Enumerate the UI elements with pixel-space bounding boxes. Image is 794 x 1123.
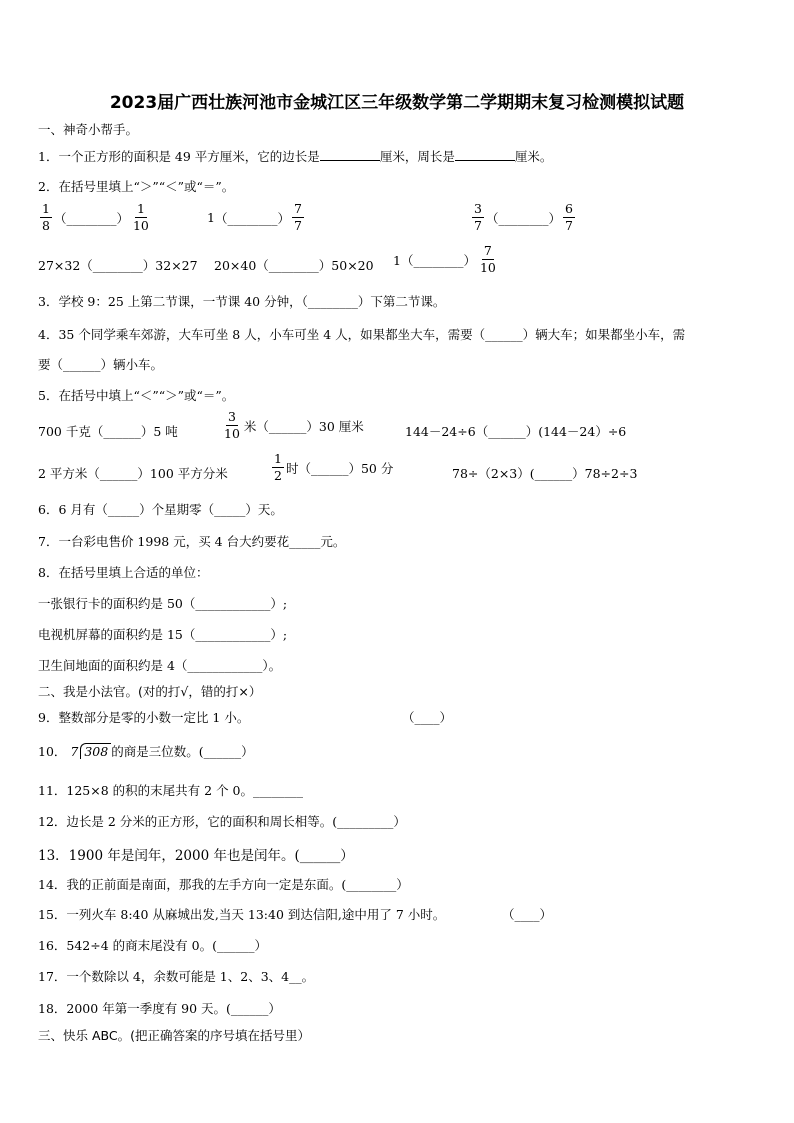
question-8-a: 一张银行卡的面积约是 50（____________）; bbox=[38, 596, 288, 611]
fraction: $\frac{6}{7}$ bbox=[564, 201, 573, 233]
question-5: 5．在括号中填上“＜”“＞”或“＝”。 bbox=[38, 388, 235, 403]
question-9: 9．整数部分是零的小数一定比 1 小。 bbox=[38, 710, 250, 725]
compare-item-3 bbox=[470, 202, 577, 233]
question-11: 11．125×8 的积的末尾共有 2 个 0。________ bbox=[38, 783, 303, 798]
question-7: 7．一台彩电售价 1998 元，买 4 台大约要花_____元。 bbox=[38, 534, 346, 549]
question-2: 2．在括号里填上“＞”“＜”或“＝”。 bbox=[38, 179, 235, 194]
question-4-line-2: 要（______）辆小车。 bbox=[38, 357, 164, 372]
question-8-c: 卫生间地面的面积约是 4（____________）。 bbox=[38, 658, 282, 673]
compare-item-7: 700 千克（______）5 吨 bbox=[38, 424, 178, 439]
question-4-line-1: 4．35 个同学乘车郊游，大车可坐 8 人，小车可坐 4 人，如果都坐大车，需要（______）辆大车；如果都坐小车，需 bbox=[38, 327, 686, 342]
question-8: 8．在括号里填上合适的单位： bbox=[38, 565, 209, 580]
long-division: 7 308 bbox=[70, 743, 111, 759]
question-18: 18．2000 年第一季度有 90 天。(______） bbox=[38, 1001, 281, 1016]
answer-paren[interactable]: （________） bbox=[485, 210, 561, 226]
question-17: 17．一个数除以 4，余数可能是 1、2、3、4__。 bbox=[38, 969, 315, 984]
question-16: 16．542÷4 的商末尾没有 0。(______） bbox=[38, 938, 267, 953]
answer-blank[interactable] bbox=[455, 148, 515, 161]
compare-item-6: 1（________） $\frac{7}{10}$ bbox=[393, 243, 496, 275]
section-3-heading: 三、快乐 ABC。(把正确答案的序号填在括号里） bbox=[38, 1028, 310, 1043]
compare-item-2: 1 （________） $\frac{7}{7}$ bbox=[207, 201, 302, 233]
question-3: 3．学校 9：25 上第二节课，一节课 40 分钟，（________）下第二节课。 bbox=[38, 294, 446, 309]
answer-paren[interactable]: （________） bbox=[53, 210, 129, 226]
compare-item-11: $\frac{1}{2}$ 时（______）50 分 bbox=[274, 451, 394, 483]
fraction: $\frac{7}{7}$ bbox=[293, 201, 302, 233]
question-1: 1．一个正方形的面积是 49 平方厘米，它的边长是 厘米，周长是 厘米。 bbox=[38, 149, 553, 164]
answer-paren[interactable]: （________） bbox=[214, 210, 290, 226]
compare-item-10: 2 平方米（______）100 平方分米 bbox=[38, 466, 228, 481]
question-14: 14．我的正前面是南面，那我的左手方向一定是东面。(________） bbox=[38, 877, 409, 892]
compare-item-1 bbox=[38, 202, 153, 233]
question-12: 12．边长是 2 分米的正方形，它的面积和周长相等。(_________） bbox=[38, 814, 406, 829]
question-9-answer[interactable]: （____） bbox=[402, 710, 453, 725]
fraction: $\frac{3}{7}$ bbox=[474, 201, 482, 233]
fraction: $\frac{1}{10}$ bbox=[132, 201, 149, 233]
compare-item-9: 144－24÷6（______）(144－24）÷6 bbox=[405, 424, 627, 439]
compare-item-12: 78÷（2×3）(______）78÷2÷3 bbox=[452, 466, 638, 481]
question-8-b: 电视机屏幕的面积约是 15（____________）; bbox=[38, 627, 288, 642]
answer-blank[interactable] bbox=[320, 148, 380, 161]
fraction: $\frac{3}{10}$ bbox=[224, 409, 240, 441]
compare-item-8: $\frac{3}{10}$ 米（______）30 厘米 bbox=[224, 409, 364, 441]
question-15: 15．一列火车 8:40 从麻城出发,当天 13:40 到达信阳,途中用了 7 小时。 bbox=[38, 907, 446, 922]
section-1-heading: 一、神奇小帮手。 bbox=[38, 122, 139, 137]
fraction: $\frac{7}{10}$ bbox=[479, 243, 496, 275]
page-title: 2023届广西壮族河池市金城江区三年级数学第二学期期末复习检测模拟试题 bbox=[109, 93, 685, 113]
question-15-answer[interactable]: （____） bbox=[502, 907, 553, 922]
fraction: $\frac{1}{8}$ bbox=[42, 201, 50, 233]
section-2-heading: 二、我是小法官。(对的打√，错的打×） bbox=[38, 684, 262, 699]
question-6: 6．6 月有（_____）个星期零（_____）天。 bbox=[38, 502, 283, 517]
compare-item-5: 20×40（________）50×20 bbox=[214, 258, 374, 273]
question-13: 13．1900 年是闰年，2000 年也是闰年。(______） bbox=[38, 848, 354, 864]
compare-item-4: 27×32（________）32×27 bbox=[38, 258, 198, 273]
question-10: 10． 7 308 的商是三位数。(______） bbox=[38, 743, 254, 759]
fraction: $\frac{1}{2}$ bbox=[274, 451, 282, 483]
